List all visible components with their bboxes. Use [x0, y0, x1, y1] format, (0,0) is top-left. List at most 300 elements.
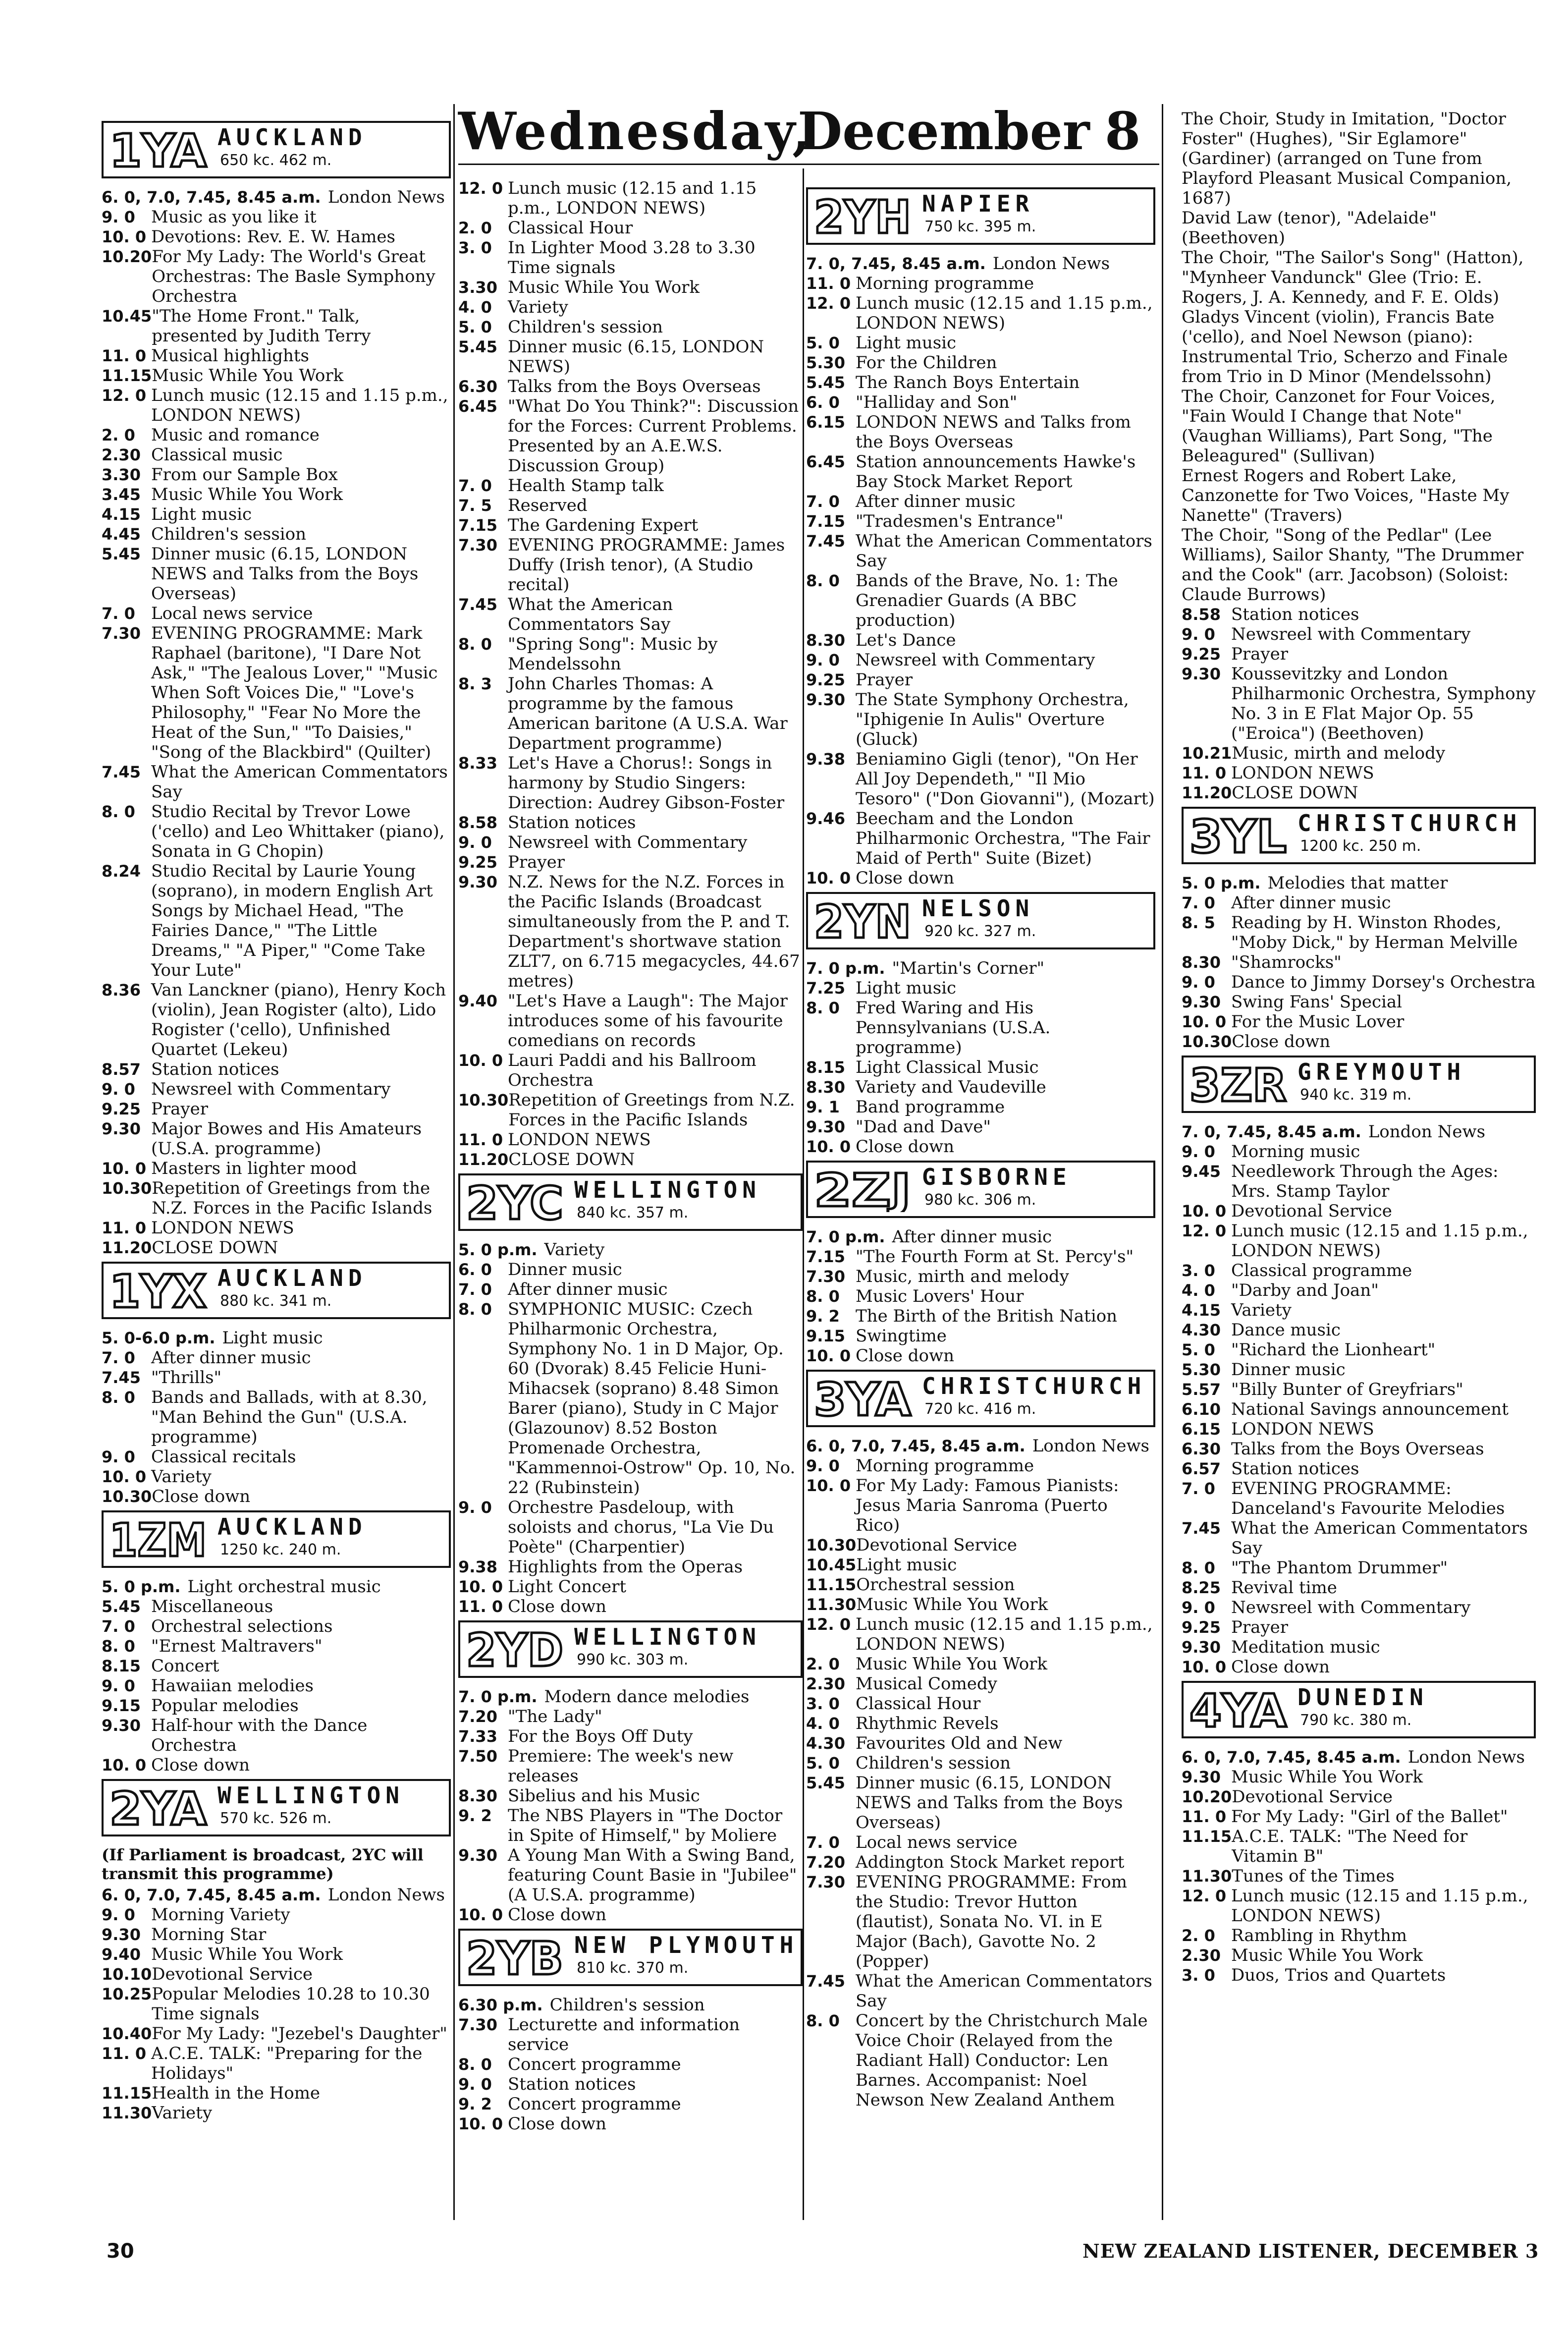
programme-entry [102, 306, 451, 346]
programme-entry [806, 1227, 1155, 1247]
programme-entry [102, 346, 451, 366]
programme-description: Studio Recital by Trevor Lowe ('cello) and Leo Whittaker (piano), Sonata in G Chopin) [151, 802, 445, 861]
programme-entry [458, 2055, 803, 2074]
programme-entry [102, 1616, 451, 1636]
programme-time: 7.15 [806, 512, 845, 531]
programme-description: What the American Commentators Say [856, 1971, 1152, 2011]
programme-entry [458, 1299, 803, 1498]
programme-time: 3. 0 [806, 1694, 840, 1713]
station-logo-icon [107, 1783, 211, 1831]
programme-entry [1182, 307, 1536, 387]
programme-entry [102, 1925, 451, 1945]
programme-entry [1182, 1767, 1536, 1787]
programme-description: Classical programme [1231, 1261, 1412, 1280]
programme-description: Concert programme [508, 2094, 681, 2114]
programme-description: LONDON NEWS [508, 1130, 651, 1150]
programme-time: 9. 0 [102, 1080, 135, 1099]
station-header-1ya [102, 121, 451, 178]
programme-time: 3.45 [102, 485, 141, 504]
programme-time: 7.20 [806, 1853, 845, 1872]
programme-description: Dinner music (6.15, LONDON NEWS) [508, 337, 764, 377]
programme-time: 9.38 [806, 750, 845, 769]
programme-description: "The Home Front." Talk, presented by Judith Terry [152, 306, 371, 346]
programme-entry [458, 1557, 803, 1577]
programme-time: 12. 0 [806, 294, 851, 313]
programme-time: 5.30 [806, 353, 845, 372]
programme-description: Dinner music (6.15, LONDON NEWS and Talks from the Boys Overseas) [151, 544, 419, 604]
programme-entry [458, 515, 803, 535]
programme-entry [806, 1833, 1155, 1852]
programme-description: Lunch music (12.15 and 1.15 p.m., LONDON NEWS) [151, 386, 448, 425]
programme-time: 8.25 [1182, 1578, 1221, 1597]
programme-description: Morning Variety [151, 1905, 290, 1925]
programme-description: Station notices [508, 2074, 636, 2094]
programme-time: 7.30 [458, 536, 497, 555]
programme-time: 10. 0 [458, 2114, 503, 2133]
programme-entry [1182, 1807, 1536, 1827]
programme-description: Half-hour with the Dance Orchestra [151, 1716, 368, 1755]
programme-time: 9.30 [102, 1925, 141, 1944]
programme-time: 7. 0 [458, 476, 492, 495]
programme-entry [1182, 1657, 1536, 1677]
programme-description: Music While You Work [508, 278, 700, 297]
programme-description: Close down [508, 2114, 606, 2134]
station-call-sign [811, 191, 915, 239]
programme-time: 12. 0 [458, 179, 503, 198]
programme-description: Lunch music (12.15 and 1.15 p.m., LONDON NEWS) [1231, 1886, 1528, 1926]
programme-description: LONDON NEWS [151, 1218, 294, 1238]
programme-entry [102, 1716, 451, 1755]
programme-description: "Halliday and Son" [856, 392, 1018, 412]
programme-time: 9.15 [102, 1696, 141, 1715]
programme-entry [1182, 644, 1536, 664]
programme-description: Music While You Work [151, 485, 343, 504]
column-rule-3 [1162, 104, 1163, 2220]
programme-description: Close down [152, 1487, 251, 1506]
programme-time: 10. 0 [458, 1577, 503, 1596]
station-call-sign [107, 125, 211, 172]
programme-entry [806, 571, 1155, 630]
programme-entry [458, 753, 803, 813]
programme-description: The Choir, "Song of the Pedlar" (Lee Williams), Sailor Shanty, "The Drummer and the Cook" (arr. Jacobson) (Soloist: Claude Burrows) [1182, 525, 1524, 605]
station-logo-icon [811, 1165, 915, 1212]
programme-description: Dinner music [1231, 1360, 1346, 1380]
programme-time: 8.30 [806, 1078, 845, 1097]
programme-description: Prayer [151, 1099, 208, 1119]
programme-entry [1182, 1578, 1536, 1598]
programme-time: 2.30 [806, 1674, 845, 1693]
programme-description: Revival time [1231, 1578, 1337, 1598]
programme-entry [1182, 952, 1536, 972]
programme-time: 6.30 [458, 377, 497, 396]
svg-text:2YC: 2YC [466, 1177, 563, 1225]
programme-entry [102, 2044, 451, 2083]
programme-time: 2. 0 [806, 1655, 840, 1673]
programme-description: After dinner music [856, 492, 1016, 511]
programme-time: 7.33 [458, 1727, 497, 1746]
programme-time: 12. 0 [1182, 1887, 1227, 1905]
programme-time: 12. 0 [806, 1615, 851, 1634]
programme-time: 7. 0 [102, 1348, 135, 1367]
programme-description: LONDON NEWS [1231, 763, 1374, 783]
station-header-3ya [806, 1370, 1155, 1427]
programme-description: Lunch music (12.15 and 1.15 p.m., LONDON NEWS) [1231, 1221, 1528, 1261]
programme-description: "Richard the Lionheart" [1231, 1340, 1436, 1360]
programme-description: The State Symphony Orchestra, "Iphigenie In Aulis" Overture (Gluck) [856, 690, 1129, 749]
programme-entry [1182, 1419, 1536, 1439]
svg-text:1YA: 1YA [109, 125, 207, 172]
programme-entry [806, 978, 1155, 998]
station-frequency: 1200 kc. 250 m. [1300, 837, 1421, 855]
programme-time: 11. 0 [102, 2044, 147, 2063]
programme-time: 7. 0 [1182, 1479, 1215, 1498]
programme-entry [102, 1218, 451, 1238]
programme-description: Gladys Vincent (violin), Francis Bate ('cello), and Noel Newson (piano): Instrumental Trio, Scherzo and Finale from Trio in D Minor (Mendelssohn) [1182, 307, 1508, 387]
programme-time: 5. 0 [806, 333, 840, 352]
programme-description: Melodies that matter [1267, 873, 1448, 893]
programme-entry [806, 809, 1155, 868]
programme-time: 9.30 [1182, 993, 1221, 1011]
programme-description: Health in the Home [152, 2083, 321, 2103]
programme-entry [102, 604, 451, 623]
programme-description: Hawaiian melodies [151, 1676, 314, 1696]
programme-time: 8. 0 [102, 802, 135, 821]
masthead-day: Wednesday, [458, 101, 812, 162]
programme-description: Prayer [1231, 1617, 1288, 1637]
programme-time: 8. 0 [102, 1388, 135, 1407]
station-header-2ya [102, 1779, 451, 1836]
programme-entry [102, 1388, 451, 1447]
programme-entry [102, 1368, 451, 1388]
station-logo-icon [1187, 1685, 1291, 1732]
programme-description: Music While You Work [1231, 1945, 1423, 1965]
programme-time: 11.15 [1182, 1827, 1232, 1846]
programme-entry [102, 247, 451, 306]
programme-description: Highlights from the Operas [508, 1557, 743, 1577]
station-header-4ya [1182, 1681, 1536, 1738]
programme-description: For the Boys Off Duty [508, 1726, 693, 1746]
programme-time: 9. 0 [1182, 1142, 1215, 1161]
programme-entry [1182, 1886, 1536, 1926]
programme-description: Lunch music (12.15 and 1.15 p.m., LONDON NEWS) [856, 1614, 1153, 1654]
programme-description: Devotions: Rev. E. W. Hames [151, 227, 395, 247]
programme-time: 2. 0 [1182, 1926, 1215, 1945]
programme-description: Health Stamp talk [508, 476, 664, 496]
programme-entry [806, 1773, 1155, 1833]
programme-description: Let's Have a Chorus!: Songs in harmony by Studio Singers: Direction: Audrey Gibson-Foster [508, 753, 785, 813]
programme-time: 7.45 [102, 763, 141, 781]
programme-description: Morning Star [151, 1925, 267, 1945]
programme-time: 8.30 [806, 631, 845, 650]
programme-entry [806, 749, 1155, 809]
programme-entry [102, 1755, 451, 1775]
programme-description: Prayer [856, 670, 913, 690]
programme-time: 9. 0 [458, 1498, 492, 1517]
programme-time: 9. 0 [1182, 1598, 1215, 1617]
programme-entry [458, 1707, 803, 1726]
programme-time: 6.45 [458, 397, 497, 416]
programme-time: 9.40 [458, 992, 497, 1010]
programme-time: 12. 0 [1182, 1222, 1227, 1240]
programme-time: 10. 0 [102, 1756, 147, 1775]
programme-entry [1182, 387, 1536, 466]
programme-time: 6.57 [1182, 1459, 1221, 1478]
programme-entry [102, 386, 451, 425]
programme-entry [102, 2024, 451, 2044]
station-city: WELLINGTON [574, 1176, 761, 1203]
programme-entry [1182, 1787, 1536, 1807]
programme-entry [458, 1150, 803, 1169]
programme-entry [806, 1117, 1155, 1137]
programme-entry [102, 1905, 451, 1925]
programme-time: 8.57 [102, 1060, 141, 1079]
programme-description: Music While You Work [856, 1654, 1048, 1674]
programme-description: The NBS Players in "The Doctor in Spite of Himself," by Moliere [508, 1806, 783, 1845]
programme-time: 11.15 [102, 366, 152, 385]
programme-description: Devotional Service [1232, 1787, 1393, 1807]
programme-time: 8.33 [458, 754, 497, 773]
programme-time: 11.30 [1182, 1867, 1232, 1886]
programme-description: Beniamino Gigli (tenor), "On Her All Joy Dependeth," "Il Mio Tesoro" ("Don Giovanni"), (Mozart) [856, 749, 1155, 809]
programme-entry [102, 1467, 451, 1487]
programme-entry [102, 1178, 451, 1218]
programme-time: 10. 0 [102, 1159, 147, 1178]
programme-description: Popular Melodies 10.28 to 10.30 Time signals [152, 1984, 430, 2024]
programme-time: 4.30 [806, 1734, 845, 1753]
programme-time: 9. 0 [1182, 625, 1215, 644]
programme-description: Music Lovers' Hour [856, 1286, 1024, 1306]
programme-description: Talks from the Boys Overseas [508, 377, 761, 396]
programme-description: "Tradesmen's Entrance" [856, 511, 1064, 531]
station-city: GREYMOUTH [1298, 1058, 1466, 1085]
programme-entry [1182, 1261, 1536, 1280]
programme-entry [458, 1279, 803, 1299]
programme-entry [806, 353, 1155, 373]
station-city: NEW PLYMOUTH [574, 1932, 799, 1958]
programme-time: 5. 0 [458, 318, 492, 336]
programme-description: What the American Commentators Say [151, 762, 448, 802]
station-frequency: 790 kc. 380 m. [1300, 1712, 1412, 1729]
programme-entry [1182, 1926, 1536, 1945]
station-logo-icon [811, 191, 915, 239]
station-header-2yn [806, 892, 1155, 949]
programme-description: What the American Commentators Say [1231, 1518, 1528, 1558]
programme-description: Studio Recital by Laurie Young (soprano), in modern English Art Songs by Michael Head, "The Fairies Dance," "The Little Dreams," "A Piper," "Come Take Your Lute" [151, 861, 433, 980]
programme-entry [1182, 763, 1536, 783]
station-call-sign [463, 1933, 567, 1980]
programme-time: 9.15 [806, 1327, 845, 1345]
station-frequency: 810 kc. 370 m. [577, 1959, 689, 1977]
programme-entry [806, 1575, 1155, 1595]
programme-description: The Gardening Expert [508, 515, 699, 535]
programme-description: Station notices [1231, 1459, 1359, 1479]
programme-description: Station notices [1231, 605, 1359, 624]
programme-time: 6.45 [806, 452, 845, 471]
programme-description: A.C.E. TALK: "The Need for Vitamin B" [1232, 1827, 1468, 1866]
programme-time: 10. 0 [1182, 1658, 1227, 1676]
programme-entry [806, 1595, 1155, 1614]
programme-time: 10. 0 [806, 1346, 851, 1365]
programme-entry [1182, 109, 1536, 208]
programme-time: 10.30 [1182, 1032, 1232, 1051]
programme-description: Light music [151, 504, 252, 524]
programme-description: Musical highlights [151, 346, 309, 366]
station-frequency: 880 kc. 341 m. [220, 1292, 332, 1310]
station-call-sign [811, 896, 915, 944]
programme-description: Beecham and the London Philharmonic Orchestra, "The Fair Maid of Perth" Suite (Bizet) [856, 809, 1150, 868]
programme-time: 5. 0 p.m. [1182, 874, 1261, 892]
station-logo-icon [1187, 1059, 1291, 1107]
programme-entry [1182, 1617, 1536, 1637]
svg-text:1YX: 1YX [109, 1266, 207, 1313]
programme-entry [102, 1238, 451, 1258]
programme-time: 7. 0 p.m. [458, 1687, 538, 1706]
programme-time: 7.45 [102, 1368, 141, 1387]
programme-time: 4.15 [1182, 1301, 1221, 1320]
programme-time: 9.46 [806, 809, 845, 828]
programme-time: 9.30 [806, 1117, 845, 1136]
programme-entry [806, 1694, 1155, 1714]
programme-description: Premiere: The week's new releases [508, 1746, 734, 1786]
programme-entry [1182, 1945, 1536, 1965]
programme-description: Repetition of Greetings from N.Z. Forces in the Pacific Islands [508, 1090, 795, 1130]
programme-entry [102, 465, 451, 485]
station-frequency: 570 kc. 526 m. [220, 1810, 332, 1827]
programme-entry [458, 1845, 803, 1905]
programme-entry [1182, 1300, 1536, 1320]
station-call-sign [463, 1177, 567, 1225]
programme-time: 11.30 [806, 1595, 857, 1614]
column-1 [102, 117, 451, 2123]
programme-description: London News [327, 1885, 445, 1905]
programme-time: 6. 0 [458, 1260, 492, 1279]
programme-time: 10. 0 [806, 1137, 851, 1156]
programme-entry [806, 998, 1155, 1057]
programme-time: 11. 0 [102, 1219, 147, 1237]
programme-time: 5.45 [806, 373, 845, 392]
programme-description: Reading by H. Winston Rhodes, "Moby Dick," by Herman Melville [1231, 913, 1518, 952]
programme-entry [458, 852, 803, 872]
programme-entry [806, 650, 1155, 670]
programme-time: 10. 0 [1182, 1202, 1227, 1221]
programme-entry [806, 1326, 1155, 1346]
programme-entry [806, 1267, 1155, 1286]
programme-description: Morning programme [856, 1456, 1034, 1476]
programme-time: 7. 0 [102, 604, 135, 623]
programme-description: Rambling in Rhythm [1231, 1926, 1407, 1945]
programme-description: Van Lanckner (piano), Henry Koch (violin), Jean Rogister (alto), Lido Rogister ('cello), Unfinished Quartet (Lekeu) [151, 980, 446, 1059]
programme-entry [102, 366, 451, 386]
programme-entry [458, 1806, 803, 1845]
programme-time: 10.30 [458, 1091, 509, 1110]
programme-entry [1182, 1360, 1536, 1380]
programme-time: 9.30 [1182, 1638, 1221, 1657]
station-frequency: 940 kc. 319 m. [1300, 1086, 1412, 1104]
programme-entry [1182, 1866, 1536, 1886]
programme-description: Light music [856, 333, 957, 353]
station-logo-icon [463, 1624, 567, 1672]
station-city: CHRISTCHURCH [922, 1373, 1146, 1399]
programme-description: Music While You Work [1231, 1767, 1423, 1787]
programme-entry [1182, 1122, 1536, 1142]
programme-description: "The Lady" [508, 1707, 602, 1726]
station-city: NELSON [922, 895, 1034, 922]
programme-entry [806, 2011, 1155, 2110]
programme-description: EVENING PROGRAMME: Danceland's Favourite Melodies [1231, 1479, 1505, 1518]
programme-entry [102, 485, 451, 504]
programme-time: 8. 0 [1182, 1558, 1215, 1577]
programme-entry [458, 2074, 803, 2094]
station-frequency: 980 kc. 306 m. [924, 1191, 1036, 1209]
programme-description: Prayer [508, 852, 565, 872]
programme-description: Popular melodies [151, 1696, 299, 1716]
programme-description: "Let's Have a Laugh": The Major introduces some of his favourite comedians on records [508, 991, 788, 1051]
programme-time: 8. 0 [806, 1287, 840, 1306]
programme-description: Station notices [508, 813, 636, 833]
programme-time: 10. 0 [102, 1467, 147, 1486]
programme-time: 5.45 [102, 1597, 141, 1616]
programme-description: "Dad and Dave" [856, 1117, 991, 1137]
programme-entry [806, 1456, 1155, 1476]
programme-description: Classical music [151, 445, 283, 465]
programme-time: 11. 0 [458, 1130, 503, 1149]
programme-time: 9.30 [458, 873, 497, 891]
programme-time: 9.25 [102, 1100, 141, 1118]
station-header-2yb [458, 1929, 803, 1986]
programme-time: 3.30 [102, 465, 141, 484]
programme-description: Station notices [151, 1059, 279, 1079]
programme-description: Major Bowes and His Amateurs (U.S.A. programme) [151, 1119, 422, 1159]
svg-text:2YA: 2YA [109, 1783, 207, 1831]
programme-description: Repetition of Greetings from the N.Z. Forces in the Pacific Islands [152, 1178, 433, 1218]
programme-time: 11. 0 [1182, 1807, 1227, 1826]
programme-entry [102, 1885, 451, 1905]
station-call-sign [107, 1783, 211, 1831]
programme-time: 10.45 [102, 307, 152, 326]
programme-description: Fred Waring and His Pennsylvanians (U.S.A. programme) [856, 998, 1051, 1057]
programme-entry [458, 595, 803, 634]
programme-description: The Choir, Canzonet for Four Voices, "Fain Would I Change that Note" (Vaughan Williams), Part Song, "The Beleagured" (Sullivan) [1182, 387, 1496, 466]
programme-description: Bands and Ballads, with at 8.30, "Man Behind the Gun" (U.S.A. programme) [151, 1388, 428, 1447]
programme-time: 11.30 [102, 2104, 152, 2122]
programme-time: 10. 0 [102, 227, 147, 246]
programme-time: 10.30 [806, 1536, 857, 1555]
programme-time: 7. 0 [458, 1280, 492, 1299]
programme-description: The Choir, Study in Imitation, "Doctor Foster" (Hughes), "Sir Eglamore" (Gardiner) (arranged on Tune from Playford Pleasant Musical Companion, 1687) [1182, 109, 1512, 208]
programme-time: 6. 0, 7.0, 7.45, 8.45 a.m. [806, 1437, 1026, 1455]
programme-entry [1182, 1142, 1536, 1162]
station-city: NAPIER [922, 190, 1034, 217]
programme-time: 8. 0 [458, 2055, 492, 2074]
programme-description: Needlework Through the Ages: Mrs. Stamp Taylor [1231, 1162, 1499, 1201]
programme-time: 8.30 [458, 1786, 497, 1805]
programme-entry [458, 1051, 803, 1090]
programme-description: Addington Stock Market report [856, 1852, 1125, 1872]
svg-text:3YL: 3YL [1190, 811, 1287, 858]
programme-entry [458, 496, 803, 515]
programme-entry [102, 1964, 451, 1984]
programme-time: 11. 0 [806, 274, 851, 293]
svg-text:2YH: 2YH [814, 191, 911, 239]
programme-entry [1182, 1380, 1536, 1399]
programme-time: 9. 0 [458, 833, 492, 852]
programme-time: 2. 0 [458, 219, 492, 237]
programme-entry [102, 762, 451, 802]
svg-text:3ZR: 3ZR [1190, 1059, 1287, 1107]
programme-time: 3. 0 [458, 238, 492, 257]
programme-description: Morning programme [856, 274, 1034, 293]
programme-entry [1182, 208, 1536, 248]
